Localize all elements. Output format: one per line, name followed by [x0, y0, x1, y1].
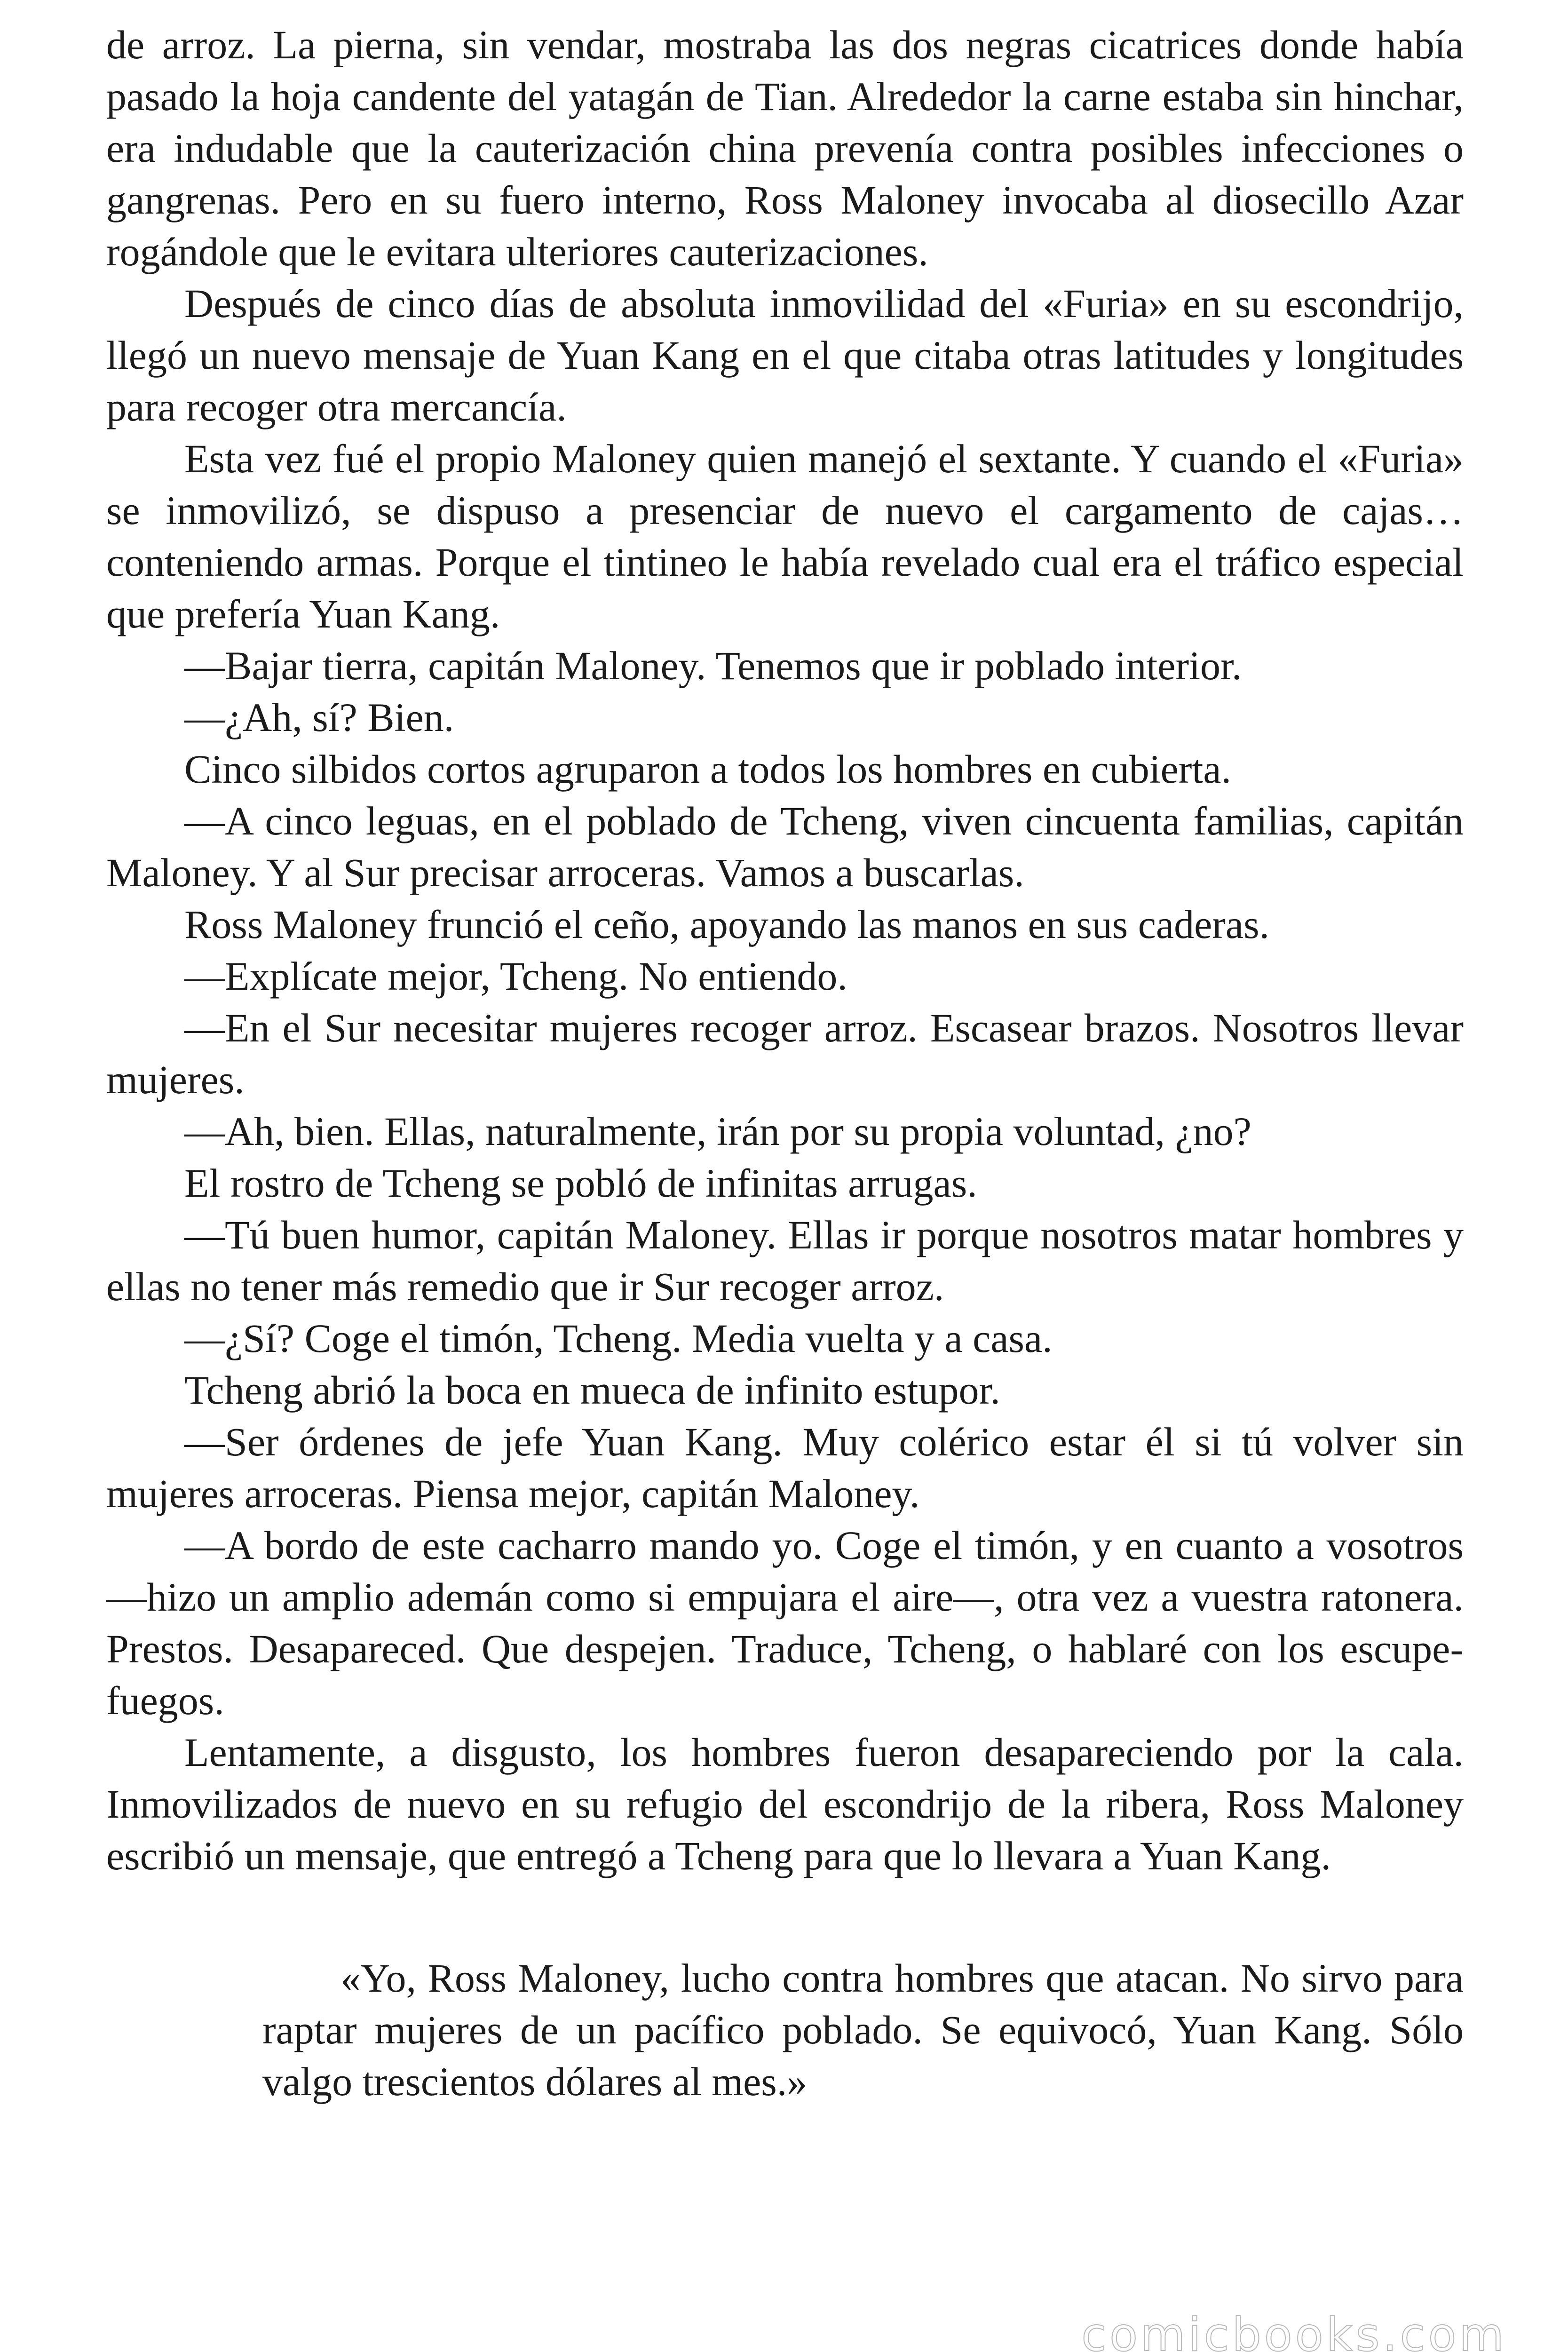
paragraph-16: —Ser órdenes de jefe Yuan Kang. Muy colérico estar él si tú volver sin mujeres arroceras. Piensa mejor, capitán Maloney. [106, 1419, 1464, 1516]
paragraph-13: —Tú buen humor, capitán Maloney. Ellas ir porque nosotros matar hombres y ellas no tener más remedio que ir Sur recoger arroz. [106, 1212, 1464, 1309]
paragraph-8: Ross Maloney frunció el ceño, apoyando las manos en sus caderas. [184, 902, 1270, 947]
paragraph-1: de arroz. La pierna, sin vendar, mostraba las dos negras cicatrices donde había pasado la hoja candente del yatagán de Tian. Alrededor la carne estaba sin hinchar, era indudable que la cauterización china prevenía contra posibles infecciones o gangrenas. Pero en su fuero interno, Ross Maloney invocaba al diosecillo Azar rogándole que le evitara ulteriores cauterizaciones. [106, 22, 1464, 274]
paragraph-3: Esta vez fué el propio Maloney quien manejó el sextante. Y cuando el «Furia» se inmovilizó, se dispuso a presenciar de nuevo el cargamento de cajas… conteniendo armas. Porque el tintineo le había revelado cual era el tráfico especial que prefería Yuan Kang. [106, 436, 1464, 636]
paragraph-17: —A bordo de este cacharro mando yo. Coge el timón, y en cuanto a vosotros —hizo un amplio ademán como si empujara el aire—, otra vez a vuestra ratonera. Prestos. Desapareced. Que despejen. Traduce, Tcheng, o hablaré con los escupe-fuegos. [106, 1523, 1464, 1723]
paragraph-11: —Ah, bien. Ellas, naturalmente, irán por su propia voluntad, ¿no? [184, 1109, 1251, 1154]
paragraph-7: —A cinco leguas, en el poblado de Tcheng, viven cincuenta familias, capitán Maloney. Y al Sur precisar arroceras. Vamos a buscarlas. [106, 798, 1464, 895]
paragraph-6: Cinco silbidos cortos agruparon a todos los hombres en cubierta. [184, 747, 1232, 792]
paragraph-9: —Explícate mejor, Tcheng. No entiendo. [184, 954, 847, 999]
paragraph-15: Tcheng abrió la boca en mueca de infinito estupor. [184, 1367, 1000, 1413]
page-body [106, 19, 1464, 2107]
paragraph-4: —Bajar tierra, capitán Maloney. Tenemos que ir poblado interior. [184, 643, 1242, 688]
paragraph-10: —En el Sur necesitar mujeres recoger arroz. Escasear brazos. Nosotros llevar mujeres. [106, 1005, 1464, 1102]
paragraph-18: Lentamente, a disgusto, los hombres fueron desapareciendo por la cala. Inmovilizados de nuevo en su refugio del escondrijo de la ribera, Ross Maloney escribió un mensaje, que entregó a Tcheng para que lo llevara a Yuan Kang. [106, 1730, 1464, 1878]
quoted-letter: «Yo, Ross Maloney, lucho contra hombres que atacan. No sirvo para raptar mujeres de un pacífico poblado. Se equivocó, Yuan Kang. Sólo valgo trescientos dólares al mes.» [262, 1955, 1464, 2104]
paragraph-14: —¿Sí? Coge el timón, Tcheng. Media vuelta y a casa. [184, 1316, 1053, 1361]
watermark-logo: comicbooks.com [1081, 2308, 1507, 2352]
paragraph-5: —¿Ah, sí? Bien. [184, 695, 454, 740]
paragraph-12: El rostro de Tcheng se pobló de infinitas arrugas. [184, 1160, 977, 1206]
paragraph-2: Después de cinco días de absoluta inmovilidad del «Furia» en su escondrijo, llegó un nuevo mensaje de Yuan Kang en el que citaba otras latitudes y longitudes para recoger otra mercancía. [106, 281, 1464, 429]
